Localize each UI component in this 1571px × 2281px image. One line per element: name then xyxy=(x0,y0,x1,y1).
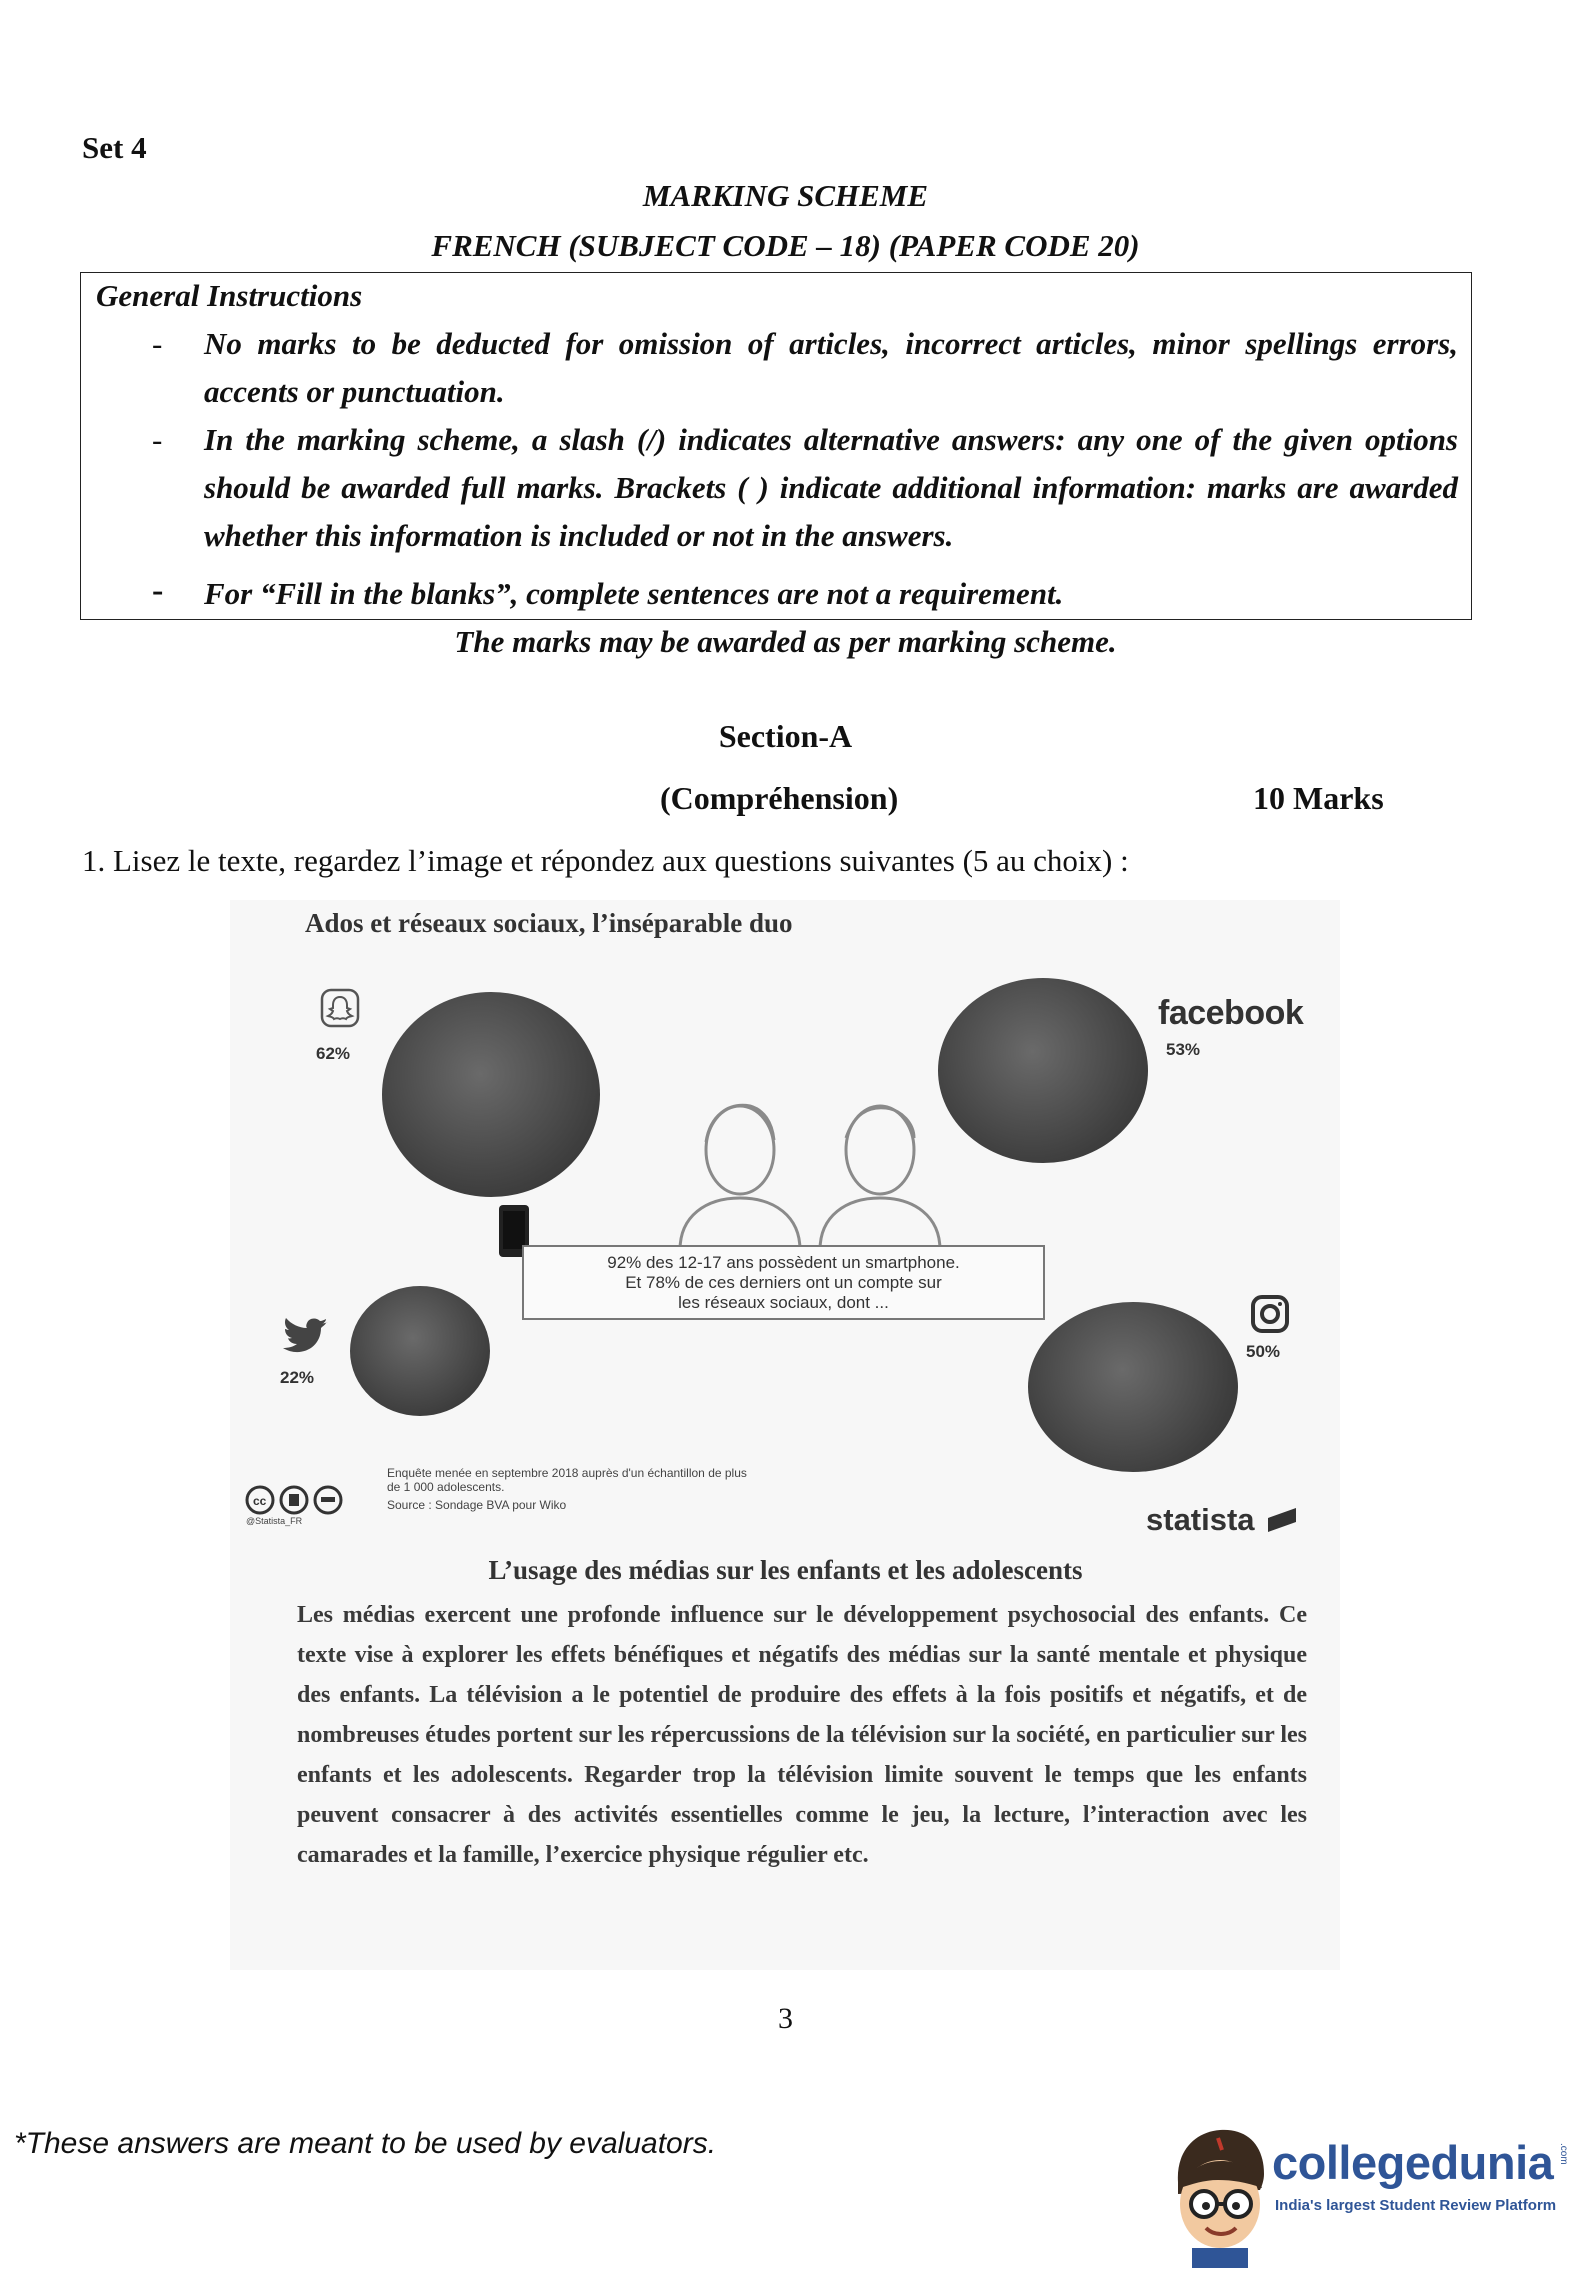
collegedunia-logo-text[interactable]: collegedunia xyxy=(1272,2136,1554,2189)
instruction-item-3: For “Fill in the blanks”, complete sentences are not a requirement. xyxy=(204,576,1064,611)
evaluator-note: *These answers are meant to be used by evaluators. xyxy=(14,2127,717,2160)
article-body: Les médias exercent une profonde influence sur le développement psychosocial des enfants. Ce texte vise à explorer les effets bénéfiques et négatifs des médias sur la santé mentale et physique des enfants. La télévision a le potentiel de produire des effets à la fois positifs et négatifs, et de nombreuses études portent sur les répercussions de la télévision sur la société, en particulier sur les enfants et les adolescents. Regarder trop la télévision limite souvent le temps que les enfants peuvent consacrer à des activités essentielles comme le jeu, la lecture, l’interaction avec les camarades et la famille, l’exercice physique régulier etc. xyxy=(297,1602,1307,1868)
callout-line-3: les réseaux sociaux, dont ... xyxy=(678,1293,889,1312)
bullet-dash: - xyxy=(152,422,163,457)
instruction-item-2: In the marking scheme, a slash (/) indicates alternative answers: any one of the given options should be awarded full marks. Brackets ( ) indicate additional information: marks are awarded whether this information is included or not in the answers. xyxy=(204,422,1458,553)
infographic-title: Ados et réseaux sociaux, l’inséparable duo xyxy=(305,908,793,938)
survey-line-2: de 1 000 adolescents. xyxy=(387,1480,505,1494)
instagram-icon xyxy=(1250,1294,1290,1334)
statista-logo-icon xyxy=(1268,1508,1296,1532)
article-title: L’usage des médias sur les enfants et les adolescents xyxy=(488,1555,1083,1585)
snapchat-bubble xyxy=(382,992,600,1197)
marking-scheme-title: MARKING SCHEME xyxy=(642,178,929,213)
snapchat-icon xyxy=(320,988,360,1028)
instructions-heading: General Instructions xyxy=(96,278,363,313)
teenagers-illustration-icon xyxy=(660,1090,960,1250)
twitter-bubble xyxy=(350,1286,490,1416)
survey-source: Source : Sondage BVA pour Wiko xyxy=(387,1498,567,1512)
statista-brand: statista xyxy=(1146,1502,1255,1537)
mascot-icon xyxy=(1166,2118,1270,2268)
survey-line-1: Enquête menée en septembre 2018 auprès d'un échantillon de plus xyxy=(387,1466,747,1480)
subject-title: FRENCH (SUBJECT CODE – 18) (PAPER CODE 20) xyxy=(431,228,1140,263)
callout-line-1: 92% des 12-17 ans possèdent un smartphone. xyxy=(607,1253,960,1272)
bullet-dash: - xyxy=(152,326,163,361)
collegedunia-logo-com: .com xyxy=(1558,2143,1569,2165)
bullet-dash: - xyxy=(152,572,164,609)
snapchat-percent: 62% xyxy=(316,1044,351,1063)
set-label: Set 4 xyxy=(82,130,147,165)
section-subtitle: (Compréhension) xyxy=(660,780,899,816)
page-number: 3 xyxy=(778,2002,793,2035)
creative-commons-icon xyxy=(244,1484,354,1518)
twitter-percent: 22% xyxy=(280,1368,315,1387)
svg-text:cc: cc xyxy=(253,1494,267,1508)
section-marks: 10 Marks xyxy=(1253,780,1384,816)
facebook-percent: 53% xyxy=(1166,1040,1201,1059)
collegedunia-tagline: India's largest Student Review Platform xyxy=(1275,2197,1557,2214)
twitter-icon xyxy=(282,1316,330,1356)
statistics-callout xyxy=(522,1245,1045,1320)
statista-credit: @Statista_FR xyxy=(246,1516,303,1526)
question-1: 1. Lisez le texte, regardez l’image et répondez aux questions suivantes (5 au choix) : xyxy=(82,843,1129,878)
callout-line-2: Et 78% de ces derniers ont un compte sur xyxy=(625,1273,942,1292)
facebook-bubble xyxy=(938,978,1148,1163)
section-title: Section-A xyxy=(718,718,853,754)
survey-note xyxy=(387,1466,987,1512)
instructions-tail: The marks may be awarded as per marking scheme. xyxy=(454,624,1117,659)
instagram-bubble xyxy=(1028,1302,1238,1472)
instruction-item-1: No marks to be deducted for omission of articles, incorrect articles, minor spellings errors, accents or punctuation. xyxy=(204,326,1458,409)
instagram-percent: 50% xyxy=(1246,1342,1281,1361)
facebook-label: facebook xyxy=(1158,994,1304,1032)
